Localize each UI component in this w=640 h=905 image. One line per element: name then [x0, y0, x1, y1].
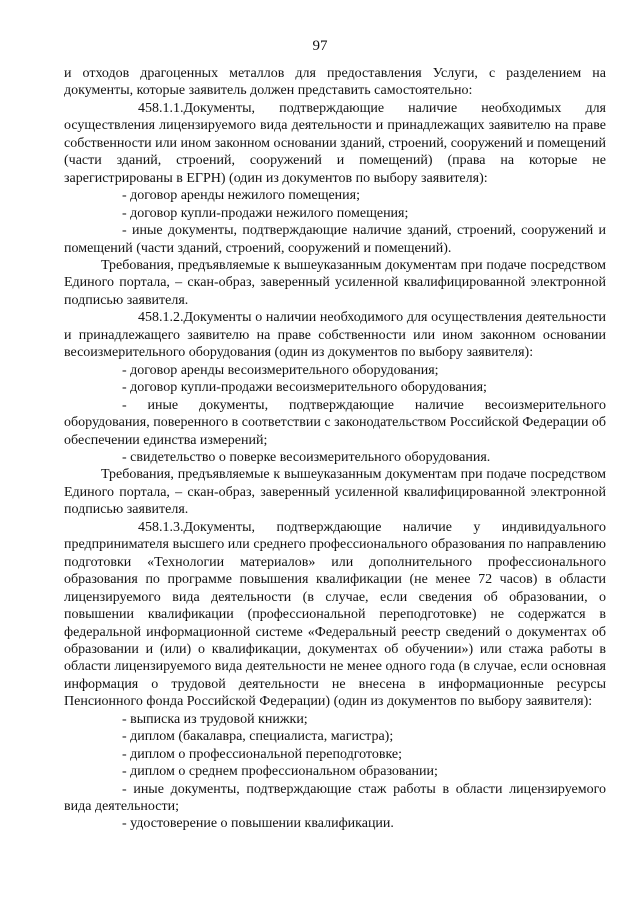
- body-paragraph: Требования, предъявляемые к вышеуказанным документам при подаче посредством Единого портала, – скан-образ, заверенный усиленной квалифицированной электронной подписью заявителя.: [64, 257, 606, 308]
- list-item: - выписка из трудовой книжки;: [122, 711, 308, 727]
- clause-text: Документы, подтверждающие наличие у индивидуального предпринимателя высшего или среднего профессионального образования по направлению подготовки «Технологии материалов» или дополнительного профессионального образования по программе повышения квалификации (не менее 72 часов) в области лицензируемого вида деятельности (в случае, если сведения об образовании, о повышении квалификации (профессиональной переподготовке) не содержатся в федеральной информационной системе «Федеральный реестр сведений о документах об образовании и (или) о квалификации, документах об обучении») или стажа работы в области лицензируемого вида деятельности не менее одного года (в случае, если основная информация о трудовой деятельности не внесена в информационные ресурсы Пенсионного фонда Российской Федерации) (один из документов по выбору заявителя):: [64, 519, 606, 710]
- list-item: - иные документы, подтверждающие наличие зданий, строений, сооружений и помещений (части зданий, строений, сооружений и помещений).: [64, 223, 606, 256]
- clause-paragraph: [64, 519, 606, 711]
- list-item: - договор купли-продажи нежилого помещения;: [122, 205, 409, 221]
- clause-paragraph: [64, 309, 606, 361]
- body-paragraph: и отходов драгоценных металлов для предоставления Услуги, с разделением на документы, которые заявитель должен представить самостоятельно:: [64, 66, 606, 99]
- list-item: - иные документы, подтверждающие наличие весоизмерительного оборудования, поверенного в соответствии с законодательством Российской Федерации об обеспечении единства измерений;: [64, 397, 606, 448]
- list-item: - удостоверение о повышении квалификации.: [122, 816, 394, 832]
- document-body: [64, 65, 606, 833]
- page-number: 97: [312, 38, 328, 54]
- list-item: - диплом о профессиональной переподготовке;: [122, 746, 403, 762]
- clause-text: Документы, подтверждающие наличие необходимых для осуществления лицензируемого вида деятельности и принадлежащих заявителю на праве собственности или ином законном основании зданий, строений, сооружений и помещений (части зданий, строений, сооружений и помещений) (права на которые не зарегистрированы в ЕГРН) (один из документов по выбору заявителя):: [64, 100, 606, 186]
- body-paragraph: Требования, предъявляемые к вышеуказанным документам при подаче посредством Единого портала, – скан-образ, заверенный усиленной квалифицированной электронной подписью заявителя.: [64, 467, 606, 518]
- list-item: - договор аренды весоизмерительного оборудования;: [122, 362, 439, 378]
- clause-number: 458.1.3.: [138, 519, 184, 535]
- list-item: - договор купли-продажи весоизмерительного оборудования;: [122, 380, 487, 396]
- list-item: - диплом (бакалавра, специалиста, магистра);: [122, 729, 394, 745]
- list-item: - договор аренды нежилого помещения;: [122, 188, 360, 204]
- list-item: - диплом о среднем профессиональном образовании;: [122, 764, 438, 780]
- list-item: - иные документы, подтверждающие стаж работы в области лицензируемого вида деятельности;: [64, 781, 606, 815]
- clause-number: 458.1.1.: [138, 100, 184, 116]
- clause-number: 458.1.2.: [138, 310, 184, 326]
- clause-paragraph: [64, 100, 606, 187]
- clause-text: Документы о наличии необходимого для осуществления деятельности и принадлежащего заявителю на праве собственности или ином законном основании весоизмерительного оборудования (один из документов по выбору заявителя):: [64, 310, 606, 361]
- list-item: - свидетельство о поверке весоизмерительного оборудования.: [122, 449, 491, 465]
